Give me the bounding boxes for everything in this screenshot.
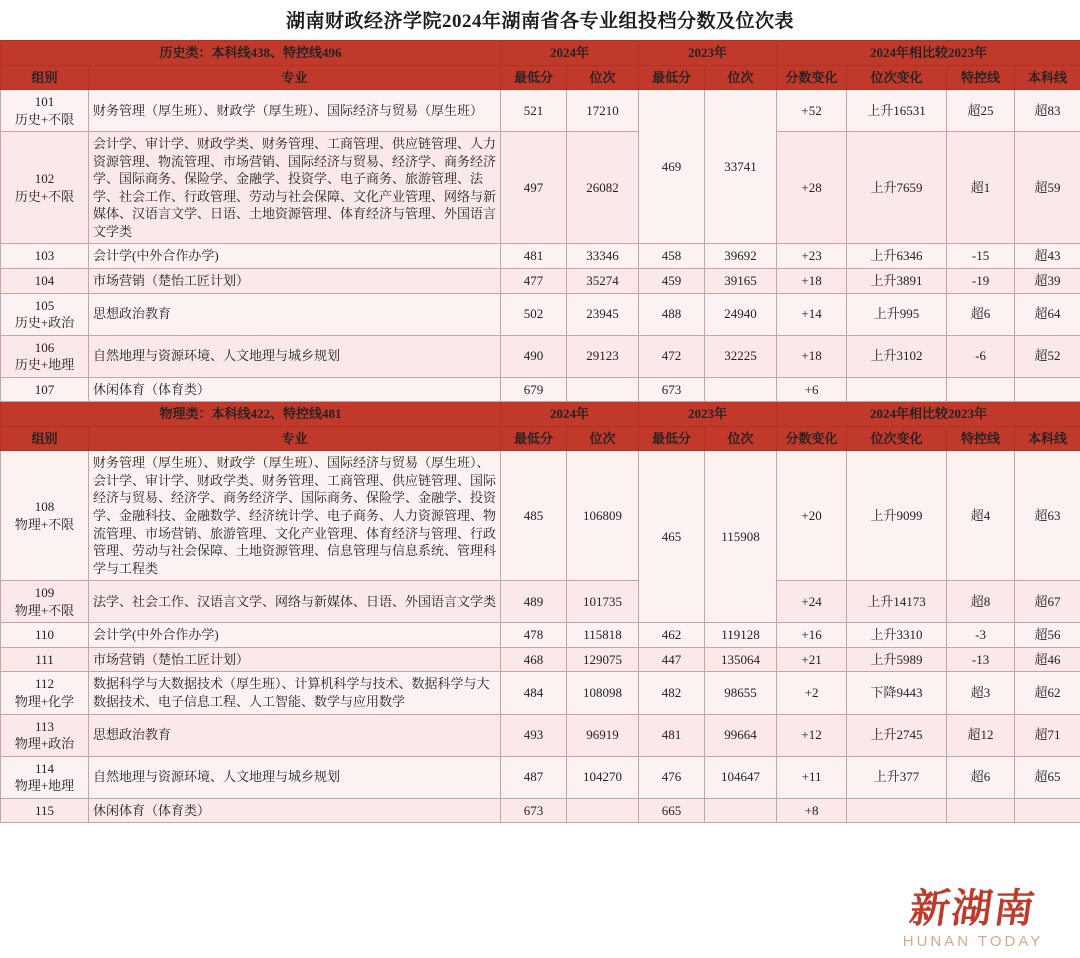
cell-score23: 482: [639, 672, 705, 714]
header-rank23-physics: 位次: [705, 426, 777, 451]
cell-major: 市场营销（楚怡工匠计划）: [89, 647, 501, 672]
cell-score24: 468: [501, 647, 567, 672]
cell-score-change: +16: [777, 623, 847, 648]
cell-group: [1, 293, 89, 335]
cell-score-change: +21: [777, 647, 847, 672]
cell-group: [1, 244, 89, 269]
table-row: [1, 244, 1080, 269]
cell-rank-change: 上升377: [847, 756, 947, 798]
column-header-row-history: [1, 65, 1080, 90]
group-code: 113: [34, 718, 55, 734]
group-code: 109: [34, 585, 55, 601]
cell-rank24: 17210: [567, 90, 639, 132]
cell-rank23: 98655: [705, 672, 777, 714]
table-row: [1, 335, 1080, 377]
cell-rank23: [705, 798, 777, 823]
cell-rank24: [567, 377, 639, 402]
section-year-2023-physics: 2023年: [639, 402, 777, 427]
cell-special-line: [947, 377, 1015, 402]
header-major-history: 专业: [89, 65, 501, 90]
group-subject: 历史+不限: [14, 188, 75, 204]
cell-score-change: +18: [777, 335, 847, 377]
cell-special-line: 超6: [947, 756, 1015, 798]
header-special-line-physics: 特控线: [947, 426, 1015, 451]
cell-rank-change: 上升995: [847, 293, 947, 335]
group-code: 108: [34, 499, 55, 515]
cell-score-change: +12: [777, 714, 847, 756]
table-row: [1, 451, 1080, 581]
header-batch-line-physics: 本科线: [1015, 426, 1080, 451]
cell-batch-line: 超83: [1015, 90, 1080, 132]
cell-rank23: 32225: [705, 335, 777, 377]
cell-batch-line: [1015, 377, 1080, 402]
table-row: [1, 581, 1080, 623]
header-score23-history: 最低分: [639, 65, 705, 90]
cell-batch-line: 超65: [1015, 756, 1080, 798]
header-major-physics: 专业: [89, 426, 501, 451]
header-group-physics: 组别: [1, 426, 89, 451]
group-code: 115: [34, 802, 55, 818]
cell-rank23: 135064: [705, 647, 777, 672]
cell-special-line: 超3: [947, 672, 1015, 714]
cell-group: [1, 647, 89, 672]
table-row: [1, 623, 1080, 648]
header-special-line-history: 特控线: [947, 65, 1015, 90]
cell-major: 财务管理（厚生班）、财政学（厚生班）、国际经济与贸易（厚生班）: [89, 90, 501, 132]
cell-rank23: 24940: [705, 293, 777, 335]
section-compare-physics: 2024年相比较2023年: [777, 402, 1080, 427]
cell-rank-change: 上升3891: [847, 269, 947, 294]
cell-score24: 477: [501, 269, 567, 294]
cell-score23: 673: [639, 377, 705, 402]
cell-batch-line: 超56: [1015, 623, 1080, 648]
header-group-history: 组别: [1, 65, 89, 90]
cell-score23: 665: [639, 798, 705, 823]
cell-score24: 484: [501, 672, 567, 714]
cell-major: 会计学(中外合作办学): [89, 244, 501, 269]
header-batch-line-history: 本科线: [1015, 65, 1080, 90]
cell-group: [1, 798, 89, 823]
cell-rank23: 99664: [705, 714, 777, 756]
cell-score24: 673: [501, 798, 567, 823]
section-band-row-history: [1, 41, 1080, 66]
cell-group: [1, 377, 89, 402]
cell-special-line: 超4: [947, 451, 1015, 581]
cell-score-change: +23: [777, 244, 847, 269]
cell-special-line: 超8: [947, 581, 1015, 623]
cell-batch-line: 超52: [1015, 335, 1080, 377]
header-rank23-history: 位次: [705, 65, 777, 90]
cell-major: 休闲体育（体育类）: [89, 377, 501, 402]
table-row: [1, 672, 1080, 714]
cell-score23: 458: [639, 244, 705, 269]
watermark-logo-cn: 新湖南: [906, 886, 1040, 931]
cell-major: 财务管理（厚生班）、财政学（厚生班）、国际经济与贸易（厚生班）、会计学、审计学、财政学类、财务管理、工商管理、供应链管理、国际经济与贸易、经济学、商务经济学、国际商务、保险学、金融学、投资学、金融科技、金融数学、经济统计学、电子商务、人力资源管理、物流管理、市场营销、旅游管理、文化产业管理、体育经济与管理、行政管理、劳动与社会保障、土地资源管理、信息管理与信息系统、管理科学与工程类: [89, 451, 501, 581]
cell-batch-line: 超39: [1015, 269, 1080, 294]
table-row: [1, 90, 1080, 132]
table-row: [1, 647, 1080, 672]
cell-batch-line: [1015, 798, 1080, 823]
cell-score-change: +6: [777, 377, 847, 402]
cell-major: 数据科学与大数据技术（厚生班）、计算机科学与技术、数据科学与大数据技术、电子信息工程、人工智能、数学与应用数学: [89, 672, 501, 714]
cell-major: 思想政治教育: [89, 293, 501, 335]
cell-rank-change: 上升14173: [847, 581, 947, 623]
cell-rank24: 23945: [567, 293, 639, 335]
section-year-2024-physics: 2024年: [501, 402, 639, 427]
cell-score23: 472: [639, 335, 705, 377]
cell-rank24: 108098: [567, 672, 639, 714]
section-year-2024-history: 2024年: [501, 41, 639, 66]
cell-major: 会计学、审计学、财政学类、财务管理、工商管理、供应链管理、人力资源管理、物流管理、市场营销、国际经济与贸易、经济学、商务经济学、国际商务、保险学、金融学、投资学、电子商务、旅游管理、法学、社会工作、行政管理、劳动与社会保障、文化产业管理、网络与新媒体、汉语言文学、日语、土地资源管理、体育经济与管理、外国语言文学类: [89, 132, 501, 244]
group-code: 112: [34, 676, 55, 692]
group-code: 101: [34, 94, 55, 110]
group-subject: 物理+不限: [14, 516, 75, 532]
cell-special-line: -6: [947, 335, 1015, 377]
cell-special-line: 超25: [947, 90, 1015, 132]
group-subject: 物理+地理: [14, 778, 75, 794]
watermark-logo-en: HUNAN TODAY: [902, 933, 1044, 950]
column-header-row-physics: [1, 426, 1080, 451]
cell-score24: 521: [501, 90, 567, 132]
cell-score-change: +52: [777, 90, 847, 132]
header-rank24-physics: 位次: [567, 426, 639, 451]
group-code: 103: [34, 248, 55, 264]
cell-rank24: 96919: [567, 714, 639, 756]
table-row: [1, 756, 1080, 798]
group-subject: 历史+政治: [14, 315, 75, 331]
group-subject: 历史+地理: [14, 357, 75, 373]
group-code: 106: [34, 339, 55, 355]
cell-group: [1, 672, 89, 714]
cell-batch-line: 超59: [1015, 132, 1080, 244]
cell-group: [1, 714, 89, 756]
cell-score23: 481: [639, 714, 705, 756]
cell-score23: 447: [639, 647, 705, 672]
cell-score24: 493: [501, 714, 567, 756]
cell-batch-line: 超43: [1015, 244, 1080, 269]
cell-score24: 679: [501, 377, 567, 402]
cell-score24: 478: [501, 623, 567, 648]
cell-score23: 462: [639, 623, 705, 648]
cell-score24: 481: [501, 244, 567, 269]
cell-special-line: 超1: [947, 132, 1015, 244]
cell-group: [1, 451, 89, 581]
section-year-2023-history: 2023年: [639, 41, 777, 66]
cell-rank-change: 上升16531: [847, 90, 947, 132]
cell-score23: 469: [639, 90, 705, 244]
group-code: 104: [34, 273, 55, 289]
cell-major: 思想政治教育: [89, 714, 501, 756]
cell-special-line: 超12: [947, 714, 1015, 756]
group-code: 107: [34, 381, 55, 397]
cell-batch-line: 超63: [1015, 451, 1080, 581]
group-code: 111: [35, 651, 54, 667]
cell-major: 自然地理与资源环境、人文地理与城乡规划: [89, 756, 501, 798]
cell-group: [1, 581, 89, 623]
section-band-title-physics: 物理类：本科线422、特控线481: [1, 402, 501, 427]
watermark: [878, 886, 1068, 950]
cell-rank24: 33346: [567, 244, 639, 269]
table-row: [1, 293, 1080, 335]
cell-batch-line: 超46: [1015, 647, 1080, 672]
cell-group: [1, 132, 89, 244]
cell-group: [1, 335, 89, 377]
cell-score-change: +2: [777, 672, 847, 714]
cell-batch-line: 超64: [1015, 293, 1080, 335]
section-compare-history: 2024年相比较2023年: [777, 41, 1080, 66]
cell-rank24: 115818: [567, 623, 639, 648]
cell-rank24: 26082: [567, 132, 639, 244]
cell-score-change: +11: [777, 756, 847, 798]
cell-rank-change: 下降9443: [847, 672, 947, 714]
header-score24-history: 最低分: [501, 65, 567, 90]
cell-special-line: 超6: [947, 293, 1015, 335]
cell-rank-change: 上升3310: [847, 623, 947, 648]
cell-rank24: 129075: [567, 647, 639, 672]
header-rank-change-physics: 位次变化: [847, 426, 947, 451]
cell-score24: 489: [501, 581, 567, 623]
cell-rank23: [705, 377, 777, 402]
cell-rank24: 35274: [567, 269, 639, 294]
cell-rank-change: [847, 377, 947, 402]
cell-batch-line: 超67: [1015, 581, 1080, 623]
group-code: 105: [34, 297, 55, 313]
group-subject: 物理+化学: [14, 693, 75, 709]
table-row: [1, 714, 1080, 756]
header-score23-physics: 最低分: [639, 426, 705, 451]
cell-score-change: +18: [777, 269, 847, 294]
cell-special-line: -13: [947, 647, 1015, 672]
cell-special-line: -19: [947, 269, 1015, 294]
cell-rank-change: 上升3102: [847, 335, 947, 377]
cell-rank23: 115908: [705, 451, 777, 623]
cell-major: 休闲体育（体育类）: [89, 798, 501, 823]
cell-group: [1, 269, 89, 294]
cell-rank-change: 上升5989: [847, 647, 947, 672]
group-subject: 物理+政治: [14, 736, 75, 752]
cell-score23: 459: [639, 269, 705, 294]
cell-rank-change: 上升7659: [847, 132, 947, 244]
cell-score24: 485: [501, 451, 567, 581]
cell-rank24: 106809: [567, 451, 639, 581]
table-row: [1, 377, 1080, 402]
cell-group: [1, 623, 89, 648]
cell-special-line: -3: [947, 623, 1015, 648]
cell-score24: 502: [501, 293, 567, 335]
group-code: 114: [34, 760, 55, 776]
header-score24-physics: 最低分: [501, 426, 567, 451]
cell-rank-change: [847, 798, 947, 823]
cell-score-change: +8: [777, 798, 847, 823]
cell-score24: 497: [501, 132, 567, 244]
cell-rank24: [567, 798, 639, 823]
cell-score24: 490: [501, 335, 567, 377]
page-title: 湖南财政经济学院2024年湖南省各专业组投档分数及位次表: [285, 11, 794, 32]
cell-rank-change: 上升6346: [847, 244, 947, 269]
section-band-row-physics: [1, 402, 1080, 427]
cell-batch-line: 超71: [1015, 714, 1080, 756]
scores-table: [0, 40, 1080, 823]
cell-group: [1, 756, 89, 798]
cell-rank24: 101735: [567, 581, 639, 623]
group-subject: 历史+不限: [14, 111, 75, 127]
cell-score-change: +28: [777, 132, 847, 244]
cell-major: 自然地理与资源环境、人文地理与城乡规划: [89, 335, 501, 377]
group-code: 110: [34, 627, 55, 643]
group-subject: 物理+不限: [14, 602, 75, 618]
cell-rank-change: 上升2745: [847, 714, 947, 756]
cell-batch-line: 超62: [1015, 672, 1080, 714]
table-row: [1, 798, 1080, 823]
table-row: [1, 132, 1080, 244]
cell-score23: 476: [639, 756, 705, 798]
section-band-title-history: 历史类：本科线438、特控线496: [1, 41, 501, 66]
cell-score-change: +20: [777, 451, 847, 581]
cell-score-change: +24: [777, 581, 847, 623]
cell-score23: 488: [639, 293, 705, 335]
cell-major: 法学、社会工作、汉语言文学、网络与新媒体、日语、外国语言文学类: [89, 581, 501, 623]
cell-score23: 465: [639, 451, 705, 623]
cell-rank23: 39692: [705, 244, 777, 269]
cell-score24: 487: [501, 756, 567, 798]
cell-major: 市场营销（楚怡工匠计划）: [89, 269, 501, 294]
cell-score-change: +14: [777, 293, 847, 335]
cell-special-line: [947, 798, 1015, 823]
cell-major: 会计学(中外合作办学): [89, 623, 501, 648]
cell-rank23: 33741: [705, 90, 777, 244]
header-rank-change-history: 位次变化: [847, 65, 947, 90]
group-code: 102: [34, 171, 55, 187]
table-row: [1, 269, 1080, 294]
header-rank24-history: 位次: [567, 65, 639, 90]
cell-rank24: 104270: [567, 756, 639, 798]
cell-rank23: 39165: [705, 269, 777, 294]
cell-rank-change: 上升9099: [847, 451, 947, 581]
header-score-change-physics: 分数变化: [777, 426, 847, 451]
cell-rank24: 29123: [567, 335, 639, 377]
cell-rank23: 119128: [705, 623, 777, 648]
cell-special-line: -15: [947, 244, 1015, 269]
header-score-change-history: 分数变化: [777, 65, 847, 90]
cell-rank23: 104647: [705, 756, 777, 798]
cell-group: [1, 90, 89, 132]
